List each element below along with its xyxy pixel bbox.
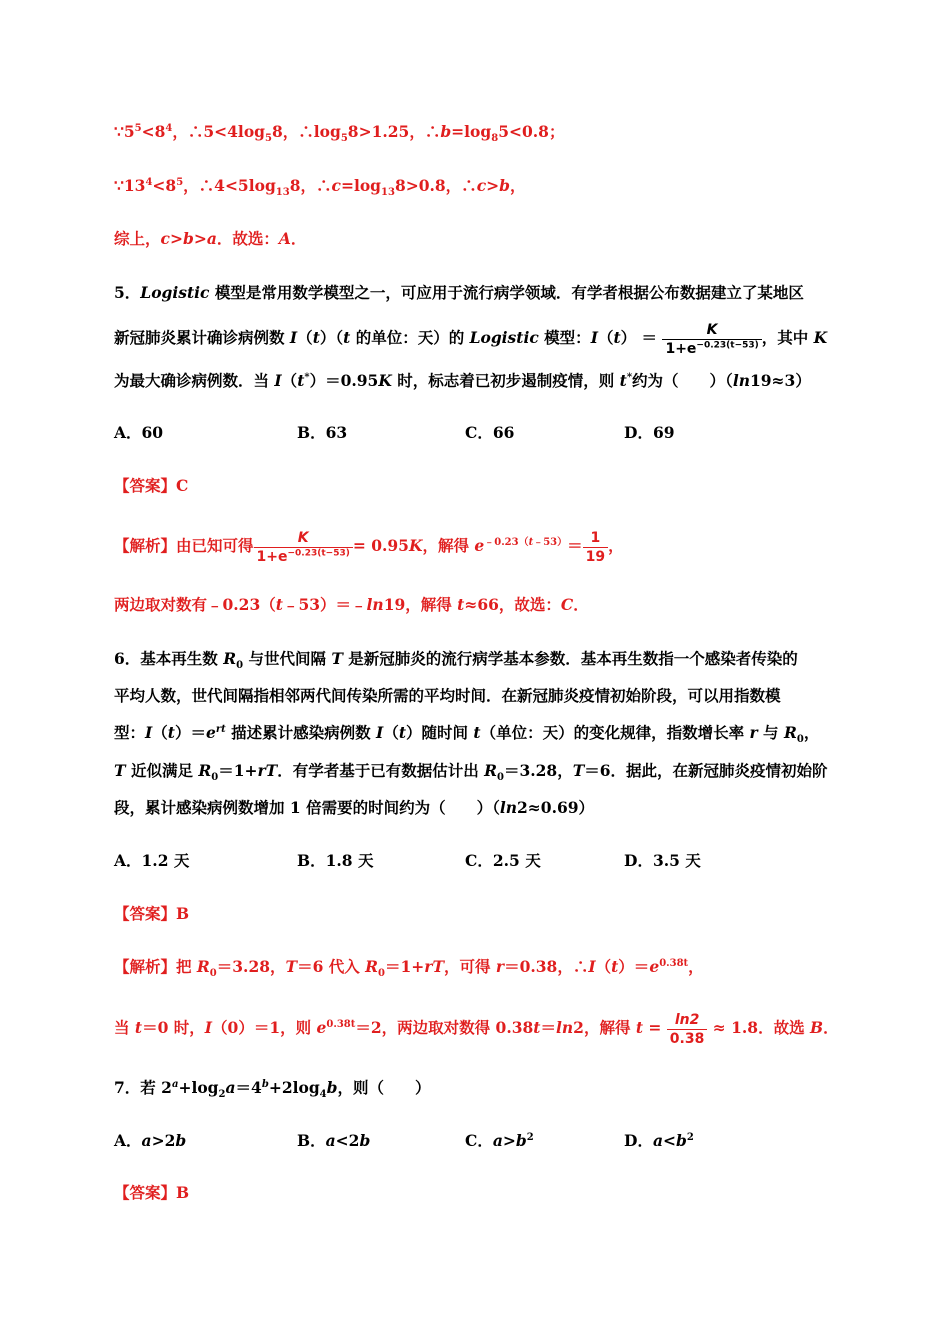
question-6-line-3: 型：$I(t)=e^{rt}$ 描述累计感染病例数 I（t）随时间 t（单位：天）的变化规律，指数增长率 r 与 $R_0$， bbox=[114, 723, 820, 746]
q5-option-d: D．69 bbox=[624, 423, 675, 442]
q7-option-d: D．$a<b^2$ bbox=[624, 1131, 694, 1150]
q7-option-c: C．$a>b^2$ bbox=[465, 1131, 534, 1150]
q6-option-b: B．1.8 天 bbox=[297, 851, 374, 870]
q6-exp-fraction: $\frac{\ln 2}{0.38}$ bbox=[667, 1011, 708, 1048]
solution-line-2: $\because 13^4<8^5$，$\therefore 4<5\log_{13}8$，$\therefore c=\log_{13}8>0.8$，∴c>b， bbox=[114, 176, 526, 199]
question-6-line-2: 平均人数，世代间隔指相邻两代间传染所需的平均时间．在新冠肺炎疫情初始阶段，可以用指数模 bbox=[114, 686, 781, 705]
question-5-line-2: 新冠肺炎累计确诊病例数 I（t）（t 的单位：天）的 Logistic 模型：I（t） ＝ $\frac{K}{1+e^{-0.23(t-53)}}$ ，其中 K bbox=[114, 321, 828, 357]
logistic-fraction: $\frac{K}{1+e^{-0.23(t-53)}}$ bbox=[662, 321, 761, 358]
question-6-line-5: 段，累计感染病例数增加 1 倍需要的时间约为（ ）（ln2≈0.69） bbox=[114, 798, 595, 817]
question-6-line-4: T 近似满足 $R_0=1+rT$．有学者基于已有数据估计出 $R_0=3.28$，T＝6．据此，在新冠肺炎疫情初始阶 bbox=[114, 761, 828, 784]
q7-option-b: B．a<2b bbox=[297, 1131, 371, 1150]
q5-exp-fraction-2: $\frac{1}{19}$ bbox=[583, 529, 608, 566]
q6-explanation-line-2: 当 t＝0 时，I（0）＝1，则 $e^{0.38t}=2$，两边取对数得 0.38t＝ln2，解得 t = $\frac{\ln 2}{0.38}$ ≈ 1.8．故选 B． bbox=[114, 1011, 839, 1047]
q7-answer: 【答案】B bbox=[114, 1183, 190, 1202]
q5-exp-fraction: $\frac{K}{1+e^{-0.23(t-53)}}$ bbox=[254, 529, 353, 566]
q5-answer: 【答案】C bbox=[114, 476, 189, 495]
question-7-line-1: 7．若 $2^a+\log_2a=4^b+2\log_4b$，则（ ） bbox=[114, 1078, 431, 1101]
question-5-line-1: 5．Logistic 模型是常用数学模型之一，可应用于流行病学领域．有学者根据公布数据建立了某地区 bbox=[114, 283, 804, 302]
q5-explanation-line-1: 【解析】由已知可得 $\frac{K}{1+e^{-0.23(t-53)}}$ = 0.95K，解得 $e^{﹣0.23(t﹣53)}=$ $\frac{1}{19}$ ， bbox=[114, 529, 624, 565]
q6-option-c: C．2.5 天 bbox=[465, 851, 541, 870]
q6-answer: 【答案】B bbox=[114, 904, 190, 923]
question-5-line-3: 为最大确诊病例数．当 I（t*）＝0.95K 时，标志着已初步遏制疫情，则 t*约为（ ）（ln19≈3） bbox=[114, 371, 811, 390]
q5-option-b: B．63 bbox=[297, 423, 348, 442]
solution-line-1: $\because 5^5<8^4$，$\therefore 5<4\log_58$，$\therefore\log_58>1.25$，$\therefore b=\log_85<0.8$； bbox=[114, 122, 565, 145]
q6-option-d: D．3.5 天 bbox=[624, 851, 701, 870]
q5-option-c: C．66 bbox=[465, 423, 515, 442]
question-6-line-1: 6．基本再生数 $R_0$ 与世代间隔 T 是新冠肺炎的流行病学基本参数．基本再生数指一个感染者传染的 bbox=[114, 649, 798, 672]
q6-explanation-line-1: 【解析】把 $R_0=3.28$，T＝6 代入 $R_0=1+rT$，可得 r＝0.38，$\therefore I(t)=e^{0.38t}$， bbox=[114, 957, 704, 980]
q5-option-a: A．60 bbox=[114, 423, 164, 442]
q6-option-a: A．1.2 天 bbox=[114, 851, 190, 870]
q7-option-a: A．a>2b bbox=[114, 1131, 187, 1150]
solution-line-3: 综上，c>b>a．故选：A． bbox=[114, 229, 307, 248]
q5-explanation-line-2: 两边取对数有﹣0.23（t﹣53）＝﹣ln19，解得 t≈66，故选：C． bbox=[114, 595, 589, 614]
